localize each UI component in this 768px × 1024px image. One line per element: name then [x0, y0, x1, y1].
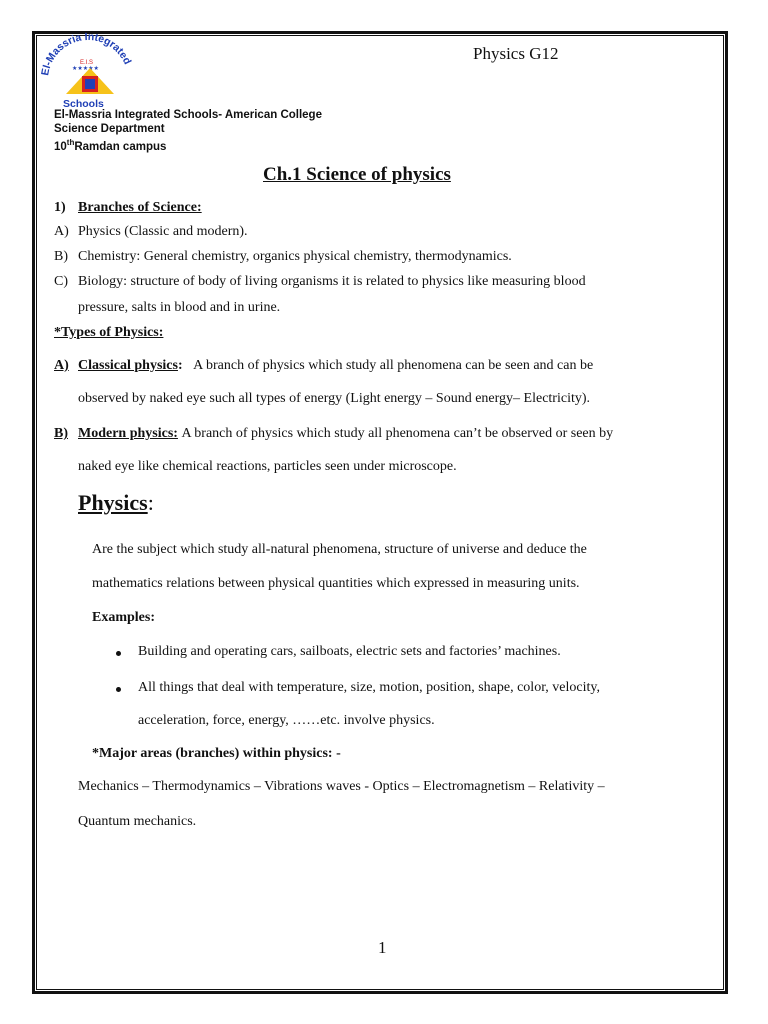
branch-marker-a: A)	[54, 224, 69, 239]
example-item-2-line2: acceleration, force, energy, ……etc. involve physics.	[138, 713, 435, 728]
branch-marker-b: B)	[54, 249, 68, 264]
school-info	[54, 108, 322, 154]
example-item-2-line1: All things that deal with temperature, size, motion, position, shape, color, velocity,	[138, 680, 600, 695]
physics-definition-line2: mathematics relations between physical quantities which expressed in measuring units.	[92, 576, 580, 591]
major-areas-line2: Quantum mechanics.	[78, 814, 197, 829]
major-areas-line1: Mechanics – Thermodynamics – Vibrations waves - Optics – Electromagnetism – Relativity –	[78, 779, 605, 794]
classical-physics-line2: observed by naked eye such all types of energy (Light energy – Sound energy– Electricity).	[78, 391, 591, 406]
logo-arc-text: El-Massria Integrated	[39, 30, 134, 77]
bullet-icon	[116, 651, 121, 656]
page-number: 1	[378, 938, 387, 957]
branch-item-c-line2: pressure, salts in blood and in urine.	[78, 300, 281, 315]
branch-item-a: Physics (Classic and modern).	[78, 224, 248, 239]
school-logo	[38, 30, 136, 110]
branch-item-b: Chemistry: General chemistry, organics physical chemistry, thermodynamics.	[78, 249, 512, 264]
logo-stars-icon: ★★★★★	[72, 66, 99, 72]
modern-physics-line1: Modern physics: A branch of physics which study all phenomena can’t be observed or seen by	[78, 426, 614, 441]
classical-physics-term: Classical physics	[78, 358, 178, 373]
classical-physics-line1: Classical physics: A branch of physics which study all phenomena can be seen and can be	[78, 358, 594, 373]
modern-marker: B)	[54, 426, 68, 441]
school-name: El-Massria Integrated Schools- American College	[54, 109, 322, 121]
department-name: Science Department	[54, 123, 165, 135]
modern-physics-term: Modern physics:	[78, 426, 178, 441]
examples-label: Examples:	[92, 610, 155, 625]
branch-item-c-line1: Biology: structure of body of living organisms it is related to physics like measuring blood	[78, 274, 586, 289]
branches-number: 1)	[54, 200, 66, 215]
course-header: Physics G12	[473, 44, 559, 63]
branch-marker-c: C)	[54, 274, 68, 289]
modern-physics-line2: naked eye like chemical reactions, particles seen under microscope.	[78, 459, 457, 474]
example-item-1: Building and operating cars, sailboats, electric sets and factories’ machines.	[138, 644, 561, 659]
physics-heading: Physics:	[78, 490, 154, 515]
logo-badge-text: E.I.S	[80, 60, 94, 66]
physics-definition-line1: Are the subject which study all-natural phenomena, structure of universe and deduce the	[92, 542, 587, 557]
bullet-icon	[116, 687, 121, 692]
types-heading: *Types of Physics:	[54, 325, 164, 340]
branches-heading: Branches of Science:	[78, 200, 202, 215]
logo-schools-text: Schools	[63, 98, 104, 110]
chapter-title: Ch.1 Science of physics	[263, 164, 451, 185]
major-areas-label: *Major areas (branches) within physics: -	[92, 746, 341, 761]
classical-marker: A)	[54, 358, 69, 373]
campus-name: 10thRamdan campus	[54, 138, 167, 153]
